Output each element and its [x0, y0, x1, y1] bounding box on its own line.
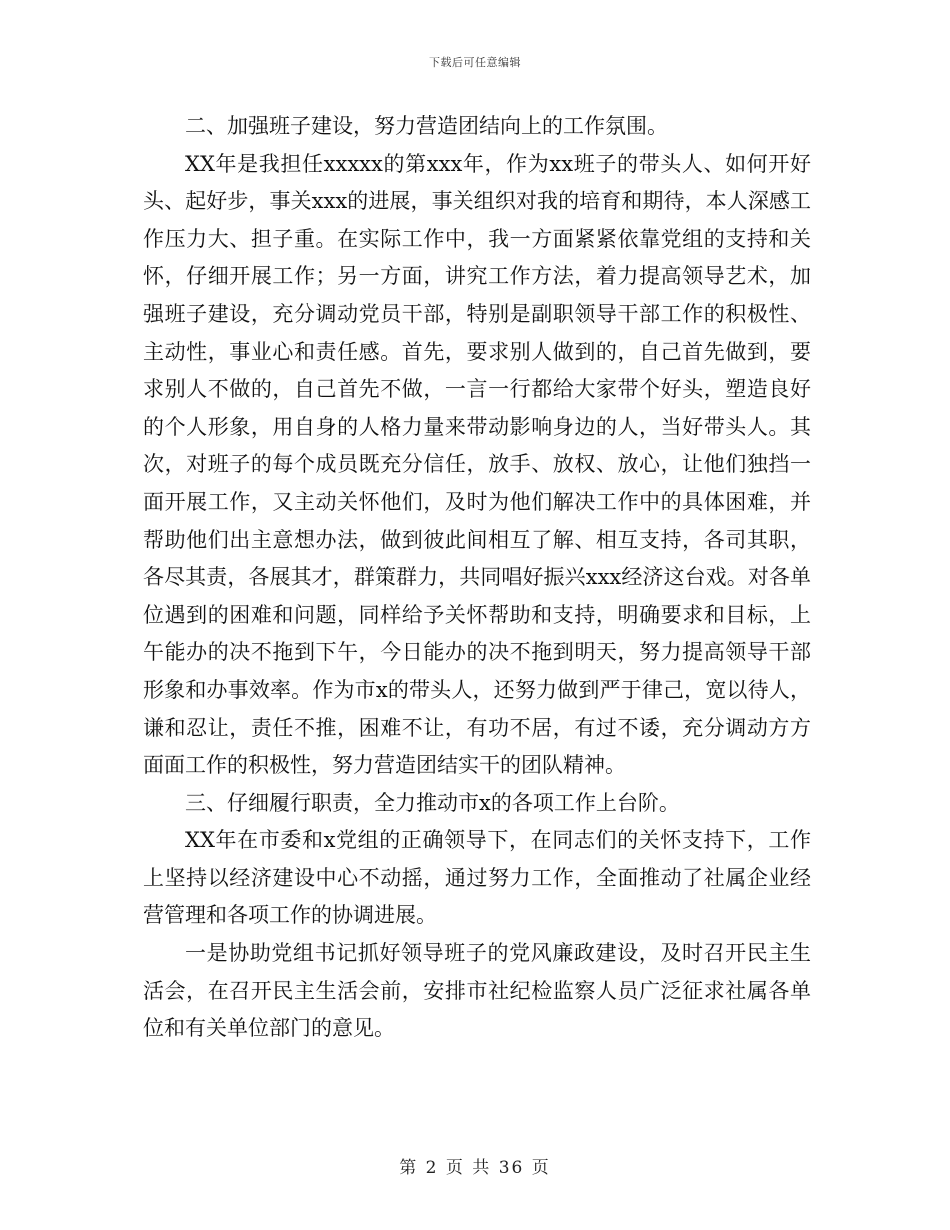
- section-heading-two: 二、加强班子建设，努力营造团结向上的工作氛围。: [185, 114, 668, 138]
- page-number-footer: 第 2 页 共 36 页: [399, 1158, 551, 1178]
- document-body: [143, 108, 811, 1048]
- body-paragraph: XX年是我担任xxxxx的第xxx年，作为xx班子的带头人、如何开好头、起好步，事关xxx的进展，事关组织对我的培育和期待，本人深感工作压力大、担子重。在实际工作中，我一方面紧紧依靠党组的支持和关怀，仔细开展工作；另一方面，讲究工作方法，着力提高领导艺术，加强班子建设，充分调动党员干部，特别是副职领导干部工作的积极性、主动性，事业心和责任感。首先，要求别人做到的，自己首先做到，要求别人不做的，自己首先不做，一言一行都给大家带个好头，塑造良好的个人形象，用自身的人格力量来带动影响身边的人，当好带头人。其次，对班子的每个成员既充分信任，放手、放权、放心，让他们独挡一面开展工作，又主动关怀他们，及时为他们解决工作中的具体困难，并帮助他们出主意想办法，做到彼此间相互了解、相互支持，各司其职，各尽其责，各展其才，群策群力，共同唱好振兴xxx经济这台戏。对各单位遇到的困难和问题，同样给予关怀帮助和支持，明确要求和目标，上午能办的决不拖到下午，今日能办的决不拖到明天，努力提高领导干部形象和办事效率。作为市x的带头人，还努力做到严于律己，宽以待人，谦和忍让，责任不推，困难不让，有功不居，有过不诿，充分调动方方面面工作的积极性，努力营造团结实干的团队精神。: [143, 151, 811, 778]
- body-paragraph: XX年在市委和x党组的正确领导下，在同志们的关怀支持下，工作上坚持以经济建设中心不动摇，通过努力工作，全面推动了社属企业经营管理和各项工作的协调进展。: [143, 828, 811, 928]
- body-paragraph: 一是协助党组书记抓好领导班子的党风廉政建设，及时召开民主生活会，在召开民主生活会前，安排市社纪检监察人员广泛征求社属各单位和有关单位部门的意见。: [143, 941, 811, 1041]
- section-heading-three: 三、仔细履行职责，全力推动市x的各项工作上台阶。: [185, 790, 680, 815]
- page-header: 下载后可任意编辑: [429, 56, 521, 69]
